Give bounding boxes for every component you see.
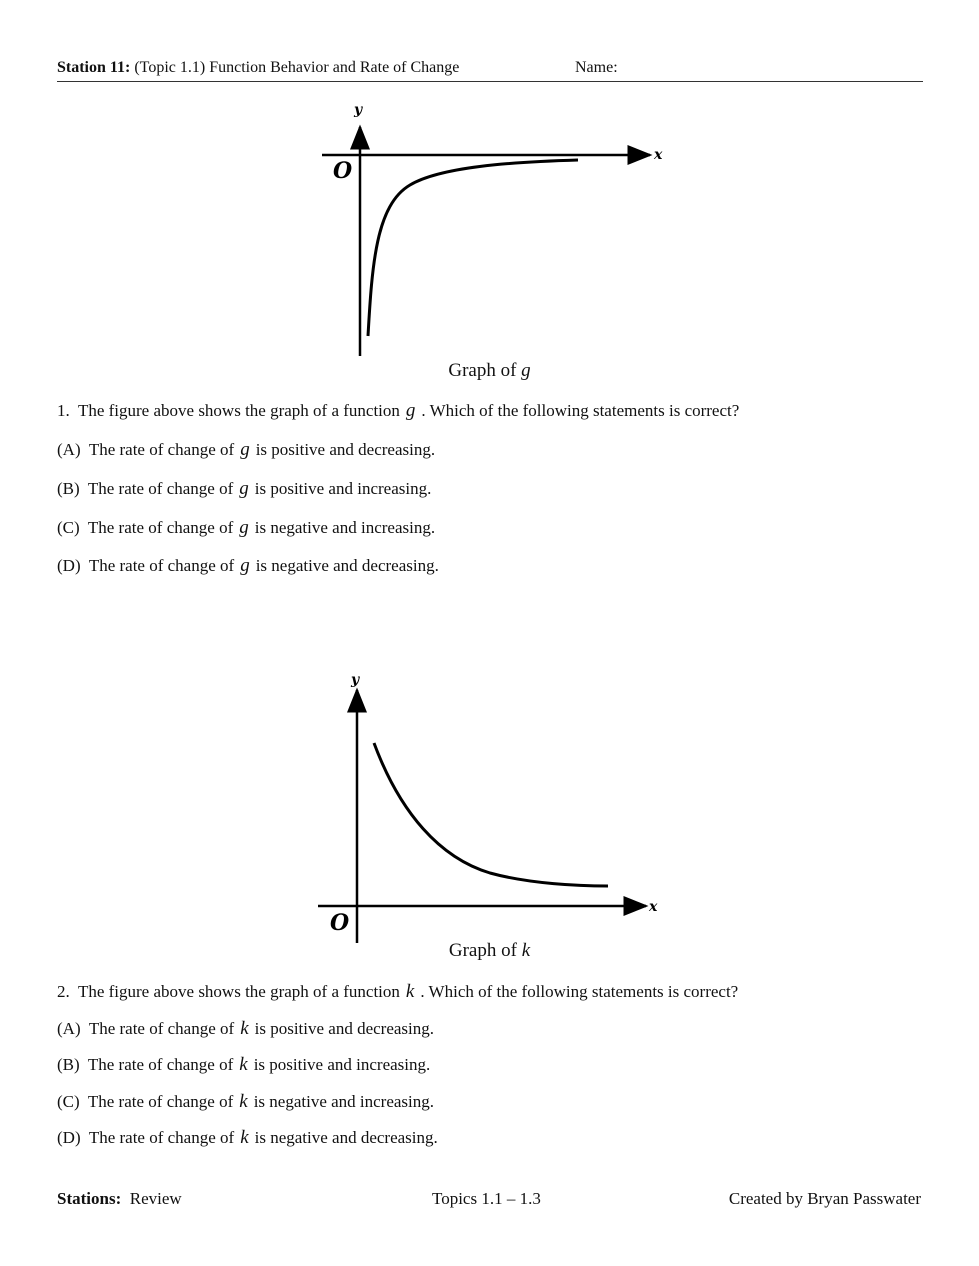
option-letter: (D) bbox=[57, 556, 81, 575]
q1-option-b[interactable] bbox=[57, 478, 431, 500]
option-var: g bbox=[239, 517, 249, 538]
caption-k-var: k bbox=[521, 940, 531, 961]
option-suffix: is positive and increasing. bbox=[254, 479, 432, 498]
page-header bbox=[57, 59, 923, 82]
option-letter: (A) bbox=[57, 440, 81, 459]
option-var: k bbox=[239, 1054, 248, 1075]
question-2 bbox=[57, 981, 738, 1003]
q2-option-d[interactable] bbox=[57, 1127, 438, 1149]
question-1 bbox=[57, 400, 739, 422]
option-var: g bbox=[240, 439, 250, 460]
question-1-text-after: . Which of the following statements is correct? bbox=[421, 401, 740, 420]
option-suffix: is positive and decreasing. bbox=[254, 1019, 435, 1038]
caption-k bbox=[0, 940, 979, 962]
origin-label: O bbox=[333, 158, 353, 184]
y-axis-label: y bbox=[354, 102, 363, 118]
option-suffix: is negative and decreasing. bbox=[254, 1128, 438, 1147]
option-letter: (B) bbox=[57, 479, 80, 498]
option-suffix: is negative and increasing. bbox=[254, 518, 436, 537]
q1-option-a[interactable] bbox=[57, 439, 435, 461]
station-label: Station 11: bbox=[57, 59, 131, 76]
option-suffix: is negative and increasing. bbox=[253, 1092, 435, 1111]
header-title bbox=[57, 59, 459, 76]
topic-title: (Topic 1.1) Function Behavior and Rate of Change bbox=[134, 59, 460, 76]
caption-g-prefix: Graph of bbox=[448, 360, 517, 381]
option-letter: (C) bbox=[57, 1092, 80, 1111]
option-letter: (D) bbox=[57, 1128, 81, 1147]
caption-k-prefix: Graph of bbox=[448, 940, 517, 961]
option-prefix: The rate of change of bbox=[88, 1128, 235, 1147]
x-axis-label: x bbox=[649, 899, 658, 915]
curve-g bbox=[368, 160, 578, 336]
option-var: g bbox=[239, 478, 249, 499]
option-prefix: The rate of change of bbox=[87, 1055, 234, 1074]
option-suffix: is positive and decreasing. bbox=[255, 440, 436, 459]
origin-label: O bbox=[330, 910, 350, 936]
caption-g bbox=[0, 360, 979, 382]
name-label: Name: bbox=[575, 59, 618, 76]
question-2-text-before: The figure above shows the graph of a function bbox=[77, 982, 400, 1001]
question-1-text-before: The figure above shows the graph of a function bbox=[77, 401, 400, 420]
question-1-var: g bbox=[405, 400, 416, 421]
option-letter: (B) bbox=[57, 1055, 80, 1074]
footer-stations-value: Review bbox=[129, 1189, 182, 1208]
question-2-text-after: . Which of the following statements is correct? bbox=[420, 982, 739, 1001]
q1-option-d[interactable] bbox=[57, 555, 439, 577]
option-suffix: is negative and decreasing. bbox=[255, 556, 439, 575]
option-letter: (C) bbox=[57, 518, 80, 537]
curve-k bbox=[374, 743, 608, 886]
caption-g-var: g bbox=[521, 360, 531, 381]
option-prefix: The rate of change of bbox=[88, 1019, 235, 1038]
option-prefix: The rate of change of bbox=[87, 479, 234, 498]
y-axis-label: y bbox=[351, 672, 360, 688]
graph-g bbox=[310, 95, 680, 360]
question-2-var: k bbox=[405, 981, 415, 1002]
footer-stations-label: Stations: bbox=[57, 1189, 122, 1208]
option-prefix: The rate of change of bbox=[88, 440, 235, 459]
q2-option-a[interactable] bbox=[57, 1018, 434, 1040]
option-prefix: The rate of change of bbox=[88, 556, 235, 575]
q2-option-b[interactable] bbox=[57, 1054, 430, 1076]
option-var: k bbox=[240, 1018, 249, 1039]
option-var: k bbox=[239, 1091, 248, 1112]
option-prefix: The rate of change of bbox=[87, 1092, 234, 1111]
option-letter: (A) bbox=[57, 1019, 81, 1038]
footer-right: Created by Bryan Passwater bbox=[728, 1189, 921, 1208]
q1-option-c[interactable] bbox=[57, 517, 435, 539]
footer-left bbox=[57, 1189, 182, 1209]
question-2-number: 2. bbox=[57, 982, 70, 1001]
option-var: k bbox=[240, 1127, 249, 1148]
graph-k bbox=[310, 668, 680, 946]
footer-center: Topics 1.1 – 1.3 bbox=[432, 1189, 541, 1208]
question-1-number: 1. bbox=[57, 401, 70, 420]
q2-option-c[interactable] bbox=[57, 1091, 434, 1113]
x-axis-label: x bbox=[654, 147, 663, 163]
option-suffix: is positive and increasing. bbox=[253, 1055, 431, 1074]
option-var: g bbox=[240, 555, 250, 576]
option-prefix: The rate of change of bbox=[87, 518, 234, 537]
